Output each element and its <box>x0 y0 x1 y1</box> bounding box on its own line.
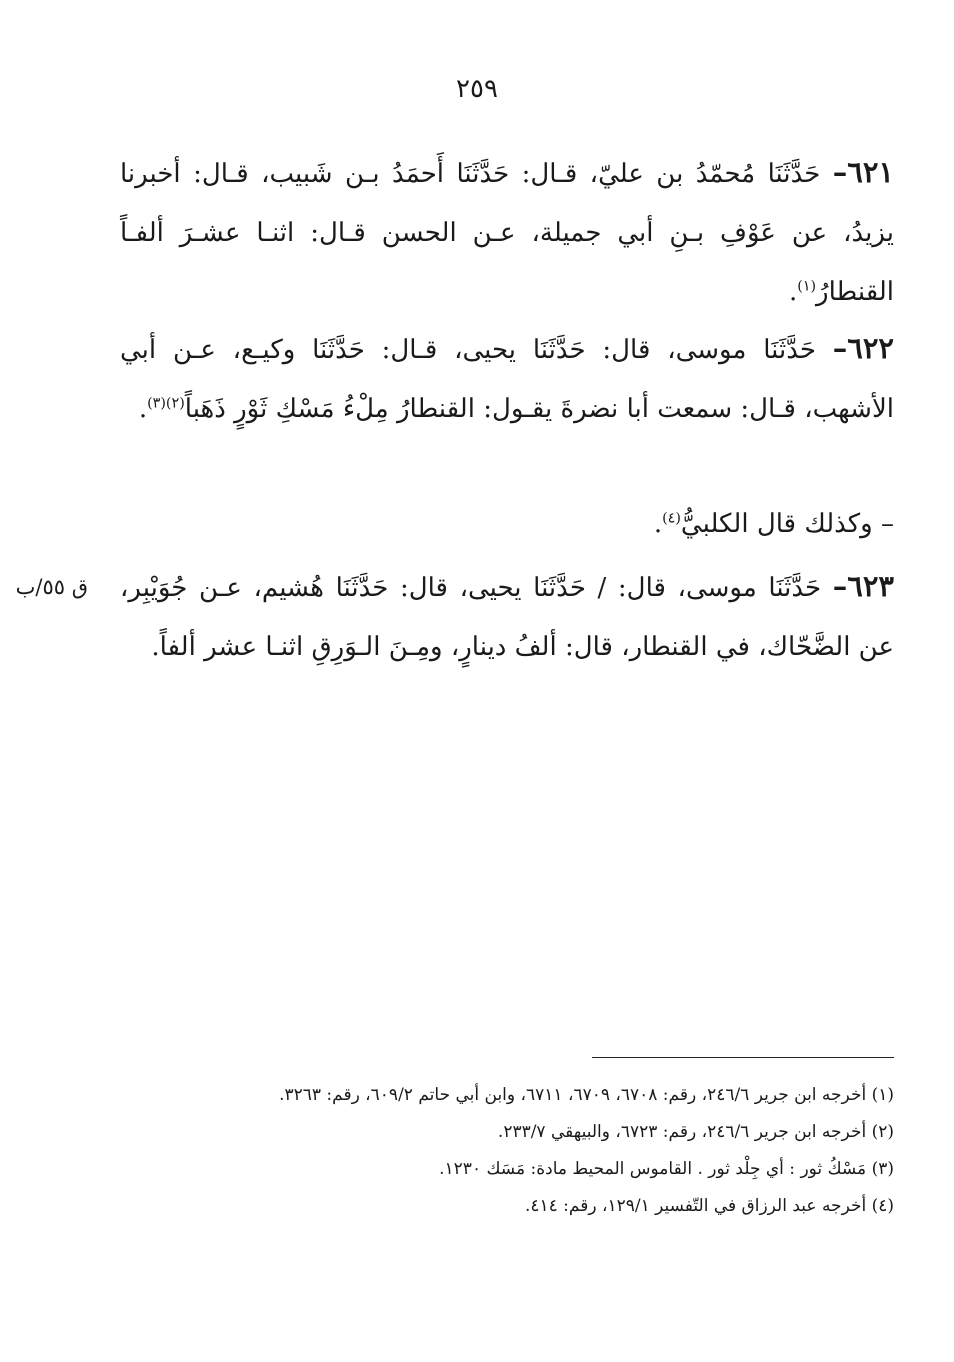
note-end: . <box>653 509 663 539</box>
footnote-separator <box>592 1057 894 1058</box>
footnotes <box>118 1077 894 1225</box>
kalbi-note <box>130 495 894 554</box>
footnote-ref: (٢)(٣) <box>147 395 185 412</box>
hadith-text: حَدَّثَنَا موسى، قال: / حَدَّثَنَا يحيى، قال: حَدَّثَنَا هُشيم، عـن جُوَيْبِر، عن الضَّحّاك، في القنطار، قال: ألفُ دينارٍ، ومِـنَ الـوَرِقِ اثنـا عشر ألفاً <box>120 573 894 662</box>
manuscript-folio-marker: ق ٥٥/ب <box>15 575 88 599</box>
hadith-text: حَدَّثَنَا موسى، قال: حَدَّثَنَا يحيى، قـال: حَدَّثَنَا وكيـع، عـن أبي الأشهب، قـال: سمعت أبا نضرةَ يقـول: القنطارُ مِلْءُ مَسْكِ ثَوْرٍ ذَهَباً <box>120 335 894 424</box>
hadith-end: . <box>151 632 160 662</box>
hadith-623 <box>120 557 894 677</box>
hadith-end: . <box>138 394 148 424</box>
page-number: ٢٥٩ <box>456 74 498 104</box>
hadith-number: ٦٢١– <box>832 155 894 189</box>
hadith-text: حَدَّثَنَا مُحمّدُ بن عليّ، قـال: حَدَّثَنَا أَحمَدُ بـن شَبيب، قـال: أخبرنا يزيدُ، عن عَوْفِ بـنِ أبي جميلة، عـن الحسن قـال: اثنـا عشـرَ ألفـاً القنطارُ <box>120 159 894 307</box>
footnote-3: (٣) مَسْكُ ثور : أي جِلْد ثور . القاموس المحيط مادة: مَسَك ١٢٣٠. <box>439 1159 894 1179</box>
hadith-622 <box>120 319 894 439</box>
hadith-end: . <box>788 277 798 307</box>
note-text: – وكذلك قال الكلبيُّ <box>680 509 894 539</box>
footnote-4: (٤) أخرجه عبد الرزاق في التّفسير ١٢٩/١، رقم: ٤١٤. <box>524 1196 894 1216</box>
footnote-2: (٢) أخرجه ابن جرير ٢٤٦/٦، رقم: ٦٧٢٣، والبيهقي ٢٣٣/٧. <box>497 1122 894 1142</box>
footnote-ref: (٤) <box>662 510 681 527</box>
hadith-number: ٦٢٣– <box>832 569 895 603</box>
footnote-ref: (١) <box>797 278 817 295</box>
footnote-1: (١) أخرجه ابن جرير ٢٤٦/٦، رقم: ٦٧٠٨، ٦٧٠٩، ٦٧١١، وابن أبي حاتم ٦٠٩/٢، رقم: ٣٢٦٣. <box>279 1085 894 1105</box>
hadith-621 <box>120 143 894 322</box>
hadith-number: ٦٢٢– <box>832 331 894 365</box>
